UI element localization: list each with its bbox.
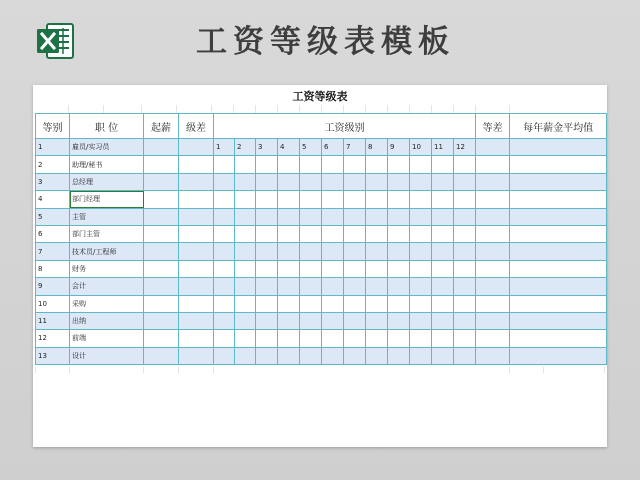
- salary-level-cell[interactable]: [256, 260, 278, 277]
- salary-level-cell[interactable]: [256, 295, 278, 312]
- salary-level-cell[interactable]: [454, 156, 476, 173]
- salary-level-cell[interactable]: 4: [278, 139, 300, 156]
- salary-level-cell[interactable]: [366, 225, 388, 242]
- sheet-title: 工资等级表: [292, 90, 348, 103]
- salary-level-cell[interactable]: [235, 225, 256, 242]
- salary-level-cell[interactable]: [432, 260, 454, 277]
- salary-level-cell[interactable]: [410, 260, 432, 277]
- salary-level-cell[interactable]: [214, 225, 235, 242]
- salary-level-cell[interactable]: [454, 312, 476, 329]
- salary-level-cell[interactable]: [432, 295, 454, 312]
- salary-level-cell[interactable]: [344, 295, 366, 312]
- position-cell[interactable]: 助理/秘书: [70, 156, 144, 173]
- banner: [0, 0, 640, 86]
- page-title: 工资等级表模板: [196, 24, 455, 60]
- salary-level-cell[interactable]: [256, 243, 278, 260]
- salary-level-cell[interactable]: [256, 330, 278, 347]
- salary-level-cell[interactable]: [214, 295, 235, 312]
- diff-cell[interactable]: [476, 295, 510, 312]
- salary-level-cell[interactable]: [344, 191, 366, 208]
- salary-level-cell[interactable]: [322, 260, 344, 277]
- salary-level-cell[interactable]: [388, 243, 410, 260]
- annual-avg-cell[interactable]: [510, 243, 607, 260]
- salary-level-cell[interactable]: [235, 295, 256, 312]
- table-row: [36, 260, 607, 277]
- salary-level-cell[interactable]: [235, 243, 256, 260]
- annual-avg-cell[interactable]: [510, 312, 607, 329]
- salary-level-cell[interactable]: 5: [300, 139, 322, 156]
- start-salary-cell[interactable]: [144, 208, 179, 225]
- salary-level-cell[interactable]: [344, 243, 366, 260]
- salary-level-cell[interactable]: [454, 208, 476, 225]
- salary-level-cell[interactable]: [235, 208, 256, 225]
- salary-level-cell[interactable]: [235, 312, 256, 329]
- salary-level-cell[interactable]: 8: [366, 139, 388, 156]
- salary-level-cell[interactable]: [454, 330, 476, 347]
- salary-level-cell[interactable]: [432, 243, 454, 260]
- salary-level-cell[interactable]: [256, 312, 278, 329]
- diff-cell[interactable]: [476, 191, 510, 208]
- diff-cell[interactable]: [476, 243, 510, 260]
- diff-cell[interactable]: [476, 312, 510, 329]
- position-cell[interactable]: 采购: [70, 295, 144, 312]
- salary-level-cell[interactable]: [410, 156, 432, 173]
- salary-level-cell[interactable]: [344, 312, 366, 329]
- salary-level-cell[interactable]: [366, 295, 388, 312]
- salary-level-cell[interactable]: [410, 312, 432, 329]
- salary-level-cell[interactable]: [214, 347, 235, 364]
- salary-level-cell[interactable]: [256, 156, 278, 173]
- salary-level-cell[interactable]: [388, 295, 410, 312]
- salary-level-cell[interactable]: [344, 208, 366, 225]
- salary-level-cell[interactable]: [214, 173, 235, 190]
- salary-level-cell[interactable]: [410, 295, 432, 312]
- salary-level-cell[interactable]: [432, 278, 454, 295]
- annual-avg-cell[interactable]: [510, 156, 607, 173]
- salary-level-cell[interactable]: 7: [344, 139, 366, 156]
- salary-level-cell[interactable]: [388, 260, 410, 277]
- salary-level-cell[interactable]: 6: [322, 139, 344, 156]
- table-row: [36, 312, 607, 329]
- salary-level-cell[interactable]: [322, 295, 344, 312]
- annual-avg-cell[interactable]: [510, 225, 607, 242]
- level-cell[interactable]: 6: [36, 225, 70, 242]
- start-salary-cell[interactable]: [144, 173, 179, 190]
- salary-level-cell[interactable]: [300, 225, 322, 242]
- header-gridlines: [33, 105, 607, 113]
- salary-level-cell[interactable]: [366, 312, 388, 329]
- salary-level-cell[interactable]: [214, 330, 235, 347]
- diff-cell[interactable]: [476, 278, 510, 295]
- annual-avg-cell[interactable]: [510, 330, 607, 347]
- table-row: [36, 330, 607, 347]
- start-salary-cell[interactable]: [144, 191, 179, 208]
- position-cell[interactable]: 主管: [70, 208, 144, 225]
- position-cell[interactable]: 出纳: [70, 312, 144, 329]
- grade-diff-cell[interactable]: [179, 225, 214, 242]
- salary-level-cell[interactable]: [410, 243, 432, 260]
- salary-level-cell[interactable]: [278, 156, 300, 173]
- salary-level-cell[interactable]: [300, 243, 322, 260]
- salary-level-cell[interactable]: [256, 347, 278, 364]
- start-salary-cell[interactable]: [144, 312, 179, 329]
- salary-level-cell[interactable]: [322, 191, 344, 208]
- header-salary-levels[interactable]: 工资级别: [214, 114, 476, 139]
- start-salary-cell[interactable]: [144, 139, 179, 156]
- salary-level-cell[interactable]: [388, 330, 410, 347]
- start-salary-cell[interactable]: [144, 225, 179, 242]
- salary-level-cell[interactable]: [322, 243, 344, 260]
- salary-level-cell[interactable]: [235, 173, 256, 190]
- salary-level-cell[interactable]: [256, 191, 278, 208]
- header-level[interactable]: 等别: [36, 114, 70, 139]
- table-row: [36, 208, 607, 225]
- salary-level-cell[interactable]: [235, 191, 256, 208]
- salary-level-cell[interactable]: [366, 173, 388, 190]
- level-cell[interactable]: 10: [36, 295, 70, 312]
- grade-diff-cell[interactable]: [179, 312, 214, 329]
- salary-level-cell[interactable]: [344, 173, 366, 190]
- salary-level-cell[interactable]: [410, 330, 432, 347]
- annual-avg-cell[interactable]: [510, 295, 607, 312]
- level-cell[interactable]: 5: [36, 208, 70, 225]
- salary-level-cell[interactable]: [432, 330, 454, 347]
- salary-level-cell[interactable]: 1: [214, 139, 235, 156]
- diff-cell[interactable]: [476, 173, 510, 190]
- salary-level-cell[interactable]: [235, 260, 256, 277]
- salary-level-cell[interactable]: [388, 278, 410, 295]
- annual-avg-cell[interactable]: [510, 191, 607, 208]
- salary-level-cell[interactable]: [278, 295, 300, 312]
- salary-level-cell[interactable]: [344, 156, 366, 173]
- salary-level-cell[interactable]: [278, 312, 300, 329]
- salary-level-cell[interactable]: [322, 278, 344, 295]
- position-cell[interactable]: 会计: [70, 278, 144, 295]
- diff-cell[interactable]: [476, 139, 510, 156]
- salary-level-cell[interactable]: [278, 347, 300, 364]
- level-cell[interactable]: 9: [36, 278, 70, 295]
- position-cell[interactable]: 财务: [70, 260, 144, 277]
- header-diff[interactable]: 等差: [476, 114, 510, 139]
- start-salary-cell[interactable]: [144, 295, 179, 312]
- salary-level-cell[interactable]: [278, 278, 300, 295]
- start-salary-cell[interactable]: [144, 156, 179, 173]
- salary-level-cell[interactable]: [432, 208, 454, 225]
- position-cell[interactable]: 前端: [70, 330, 144, 347]
- table-row: [36, 156, 607, 173]
- header-row: [36, 114, 607, 139]
- grade-diff-cell[interactable]: [179, 243, 214, 260]
- salary-level-cell[interactable]: [410, 225, 432, 242]
- grade-diff-cell[interactable]: [179, 139, 214, 156]
- salary-level-cell[interactable]: [214, 260, 235, 277]
- level-cell[interactable]: 3: [36, 173, 70, 190]
- level-cell[interactable]: 12: [36, 330, 70, 347]
- salary-level-cell[interactable]: [322, 225, 344, 242]
- salary-level-cell[interactable]: [432, 156, 454, 173]
- salary-level-cell[interactable]: [235, 330, 256, 347]
- salary-level-cell[interactable]: [235, 278, 256, 295]
- grade-diff-cell[interactable]: [179, 278, 214, 295]
- salary-level-cell[interactable]: [410, 208, 432, 225]
- salary-level-cell[interactable]: [366, 260, 388, 277]
- salary-level-cell[interactable]: 11: [432, 139, 454, 156]
- salary-level-cell[interactable]: [278, 191, 300, 208]
- salary-level-cell[interactable]: [322, 208, 344, 225]
- salary-level-cell[interactable]: [432, 347, 454, 364]
- salary-level-cell[interactable]: [300, 347, 322, 364]
- salary-level-cell[interactable]: [300, 312, 322, 329]
- salary-level-cell[interactable]: [278, 225, 300, 242]
- diff-cell[interactable]: [476, 208, 510, 225]
- table-row: [36, 139, 607, 156]
- salary-level-cell[interactable]: [410, 191, 432, 208]
- grade-diff-cell[interactable]: [179, 330, 214, 347]
- salary-level-cell[interactable]: [214, 243, 235, 260]
- salary-level-cell[interactable]: [366, 330, 388, 347]
- salary-level-cell[interactable]: [388, 173, 410, 190]
- grade-diff-cell[interactable]: [179, 208, 214, 225]
- level-cell[interactable]: 4: [36, 191, 70, 208]
- table-row: [36, 173, 607, 190]
- salary-level-cell[interactable]: [432, 173, 454, 190]
- annual-avg-cell[interactable]: [510, 260, 607, 277]
- level-cell[interactable]: 2: [36, 156, 70, 173]
- salary-level-cell[interactable]: [454, 243, 476, 260]
- annual-avg-cell[interactable]: [510, 139, 607, 156]
- salary-level-cell[interactable]: [278, 330, 300, 347]
- salary-level-cell[interactable]: [454, 278, 476, 295]
- salary-level-cell[interactable]: [344, 330, 366, 347]
- annual-avg-cell[interactable]: [510, 173, 607, 190]
- salary-level-cell[interactable]: [344, 347, 366, 364]
- salary-level-cell[interactable]: [322, 173, 344, 190]
- salary-level-cell[interactable]: [214, 312, 235, 329]
- level-cell[interactable]: 7: [36, 243, 70, 260]
- position-cell[interactable]: 雇员/实习员: [70, 139, 144, 156]
- salary-level-cell[interactable]: [322, 156, 344, 173]
- salary-level-cell[interactable]: 3: [256, 139, 278, 156]
- salary-level-cell[interactable]: [214, 156, 235, 173]
- salary-level-cell[interactable]: [366, 347, 388, 364]
- salary-level-cell[interactable]: [300, 260, 322, 277]
- salary-level-cell[interactable]: [322, 330, 344, 347]
- header-annual-avg[interactable]: 每年薪金平均值: [510, 114, 607, 139]
- salary-level-cell[interactable]: [235, 347, 256, 364]
- salary-level-cell[interactable]: [256, 173, 278, 190]
- salary-level-cell[interactable]: [366, 191, 388, 208]
- diff-cell[interactable]: [476, 225, 510, 242]
- salary-level-cell[interactable]: 12: [454, 139, 476, 156]
- table-row: [36, 243, 607, 260]
- salary-level-cell[interactable]: [410, 347, 432, 364]
- salary-level-cell[interactable]: 10: [410, 139, 432, 156]
- start-salary-cell[interactable]: [144, 330, 179, 347]
- excel-icon: [35, 20, 77, 62]
- salary-level-cell[interactable]: [322, 347, 344, 364]
- salary-level-cell[interactable]: [214, 191, 235, 208]
- header-start-salary[interactable]: 起薪: [144, 114, 179, 139]
- salary-level-cell[interactable]: [278, 208, 300, 225]
- empty-gridlines: [35, 367, 605, 375]
- grade-diff-cell[interactable]: [179, 295, 214, 312]
- salary-level-cell[interactable]: [366, 243, 388, 260]
- annual-avg-cell[interactable]: [510, 278, 607, 295]
- salary-level-cell[interactable]: [300, 156, 322, 173]
- diff-cell[interactable]: [476, 347, 510, 364]
- salary-level-cell[interactable]: [388, 312, 410, 329]
- salary-level-cell[interactable]: [214, 278, 235, 295]
- header-position[interactable]: 职 位: [70, 114, 144, 139]
- salary-level-cell[interactable]: [344, 260, 366, 277]
- position-cell[interactable]: 总经理: [70, 173, 144, 190]
- table-row: [36, 295, 607, 312]
- salary-level-cell[interactable]: 9: [388, 139, 410, 156]
- salary-level-cell[interactable]: [454, 347, 476, 364]
- annual-avg-cell[interactable]: [510, 347, 607, 364]
- salary-level-cell[interactable]: [256, 208, 278, 225]
- table-row: [36, 225, 607, 242]
- grade-diff-cell[interactable]: [179, 173, 214, 190]
- salary-level-cell[interactable]: 2: [235, 139, 256, 156]
- salary-level-cell[interactable]: [388, 225, 410, 242]
- table-row: [36, 191, 607, 208]
- salary-level-cell[interactable]: [388, 208, 410, 225]
- salary-level-cell[interactable]: [278, 243, 300, 260]
- position-cell[interactable]: 技术员/工程师: [70, 243, 144, 260]
- grade-diff-cell[interactable]: [179, 156, 214, 173]
- salary-level-cell[interactable]: [300, 330, 322, 347]
- salary-level-cell[interactable]: [432, 191, 454, 208]
- salary-level-cell[interactable]: [366, 278, 388, 295]
- salary-level-cell[interactable]: [344, 225, 366, 242]
- salary-level-cell[interactable]: [278, 173, 300, 190]
- salary-level-cell[interactable]: [300, 191, 322, 208]
- position-cell[interactable]: 部门经理: [70, 191, 144, 208]
- grade-diff-cell[interactable]: [179, 260, 214, 277]
- salary-level-cell[interactable]: [454, 191, 476, 208]
- salary-level-cell[interactable]: [344, 278, 366, 295]
- position-cell[interactable]: 部门主管: [70, 225, 144, 242]
- salary-level-cell[interactable]: [300, 278, 322, 295]
- diff-cell[interactable]: [476, 330, 510, 347]
- salary-level-cell[interactable]: [454, 260, 476, 277]
- salary-grade-table: [35, 113, 607, 365]
- annual-avg-cell[interactable]: [510, 208, 607, 225]
- salary-level-cell[interactable]: [388, 156, 410, 173]
- salary-level-cell[interactable]: [214, 208, 235, 225]
- salary-level-cell[interactable]: [300, 295, 322, 312]
- salary-level-cell[interactable]: [454, 295, 476, 312]
- table-row: [36, 278, 607, 295]
- salary-level-cell[interactable]: [235, 156, 256, 173]
- diff-cell[interactable]: [476, 156, 510, 173]
- level-cell[interactable]: 11: [36, 312, 70, 329]
- start-salary-cell[interactable]: [144, 243, 179, 260]
- salary-level-cell[interactable]: [410, 278, 432, 295]
- salary-level-cell[interactable]: [366, 156, 388, 173]
- diff-cell[interactable]: [476, 260, 510, 277]
- salary-level-cell[interactable]: [256, 278, 278, 295]
- position-cell[interactable]: 设计: [70, 347, 144, 364]
- salary-level-cell[interactable]: [300, 208, 322, 225]
- spreadsheet-sheet[interactable]: [33, 85, 607, 447]
- level-cell[interactable]: 1: [36, 139, 70, 156]
- salary-level-cell[interactable]: [388, 347, 410, 364]
- level-cell[interactable]: 13: [36, 347, 70, 364]
- start-salary-cell[interactable]: [144, 260, 179, 277]
- salary-level-cell[interactable]: [388, 191, 410, 208]
- salary-level-cell[interactable]: [366, 208, 388, 225]
- salary-level-cell[interactable]: [410, 173, 432, 190]
- grade-diff-cell[interactable]: [179, 191, 214, 208]
- salary-level-cell[interactable]: [256, 225, 278, 242]
- table-row: [36, 347, 607, 364]
- salary-level-cell[interactable]: [432, 225, 454, 242]
- salary-level-cell[interactable]: [454, 173, 476, 190]
- salary-level-cell[interactable]: [300, 173, 322, 190]
- salary-level-cell[interactable]: [278, 260, 300, 277]
- grade-diff-cell[interactable]: [179, 347, 214, 364]
- start-salary-cell[interactable]: [144, 347, 179, 364]
- salary-level-cell[interactable]: [322, 312, 344, 329]
- level-cell[interactable]: 8: [36, 260, 70, 277]
- start-salary-cell[interactable]: [144, 278, 179, 295]
- salary-level-cell[interactable]: [454, 225, 476, 242]
- header-grade-diff[interactable]: 级差: [179, 114, 214, 139]
- salary-level-cell[interactable]: [432, 312, 454, 329]
